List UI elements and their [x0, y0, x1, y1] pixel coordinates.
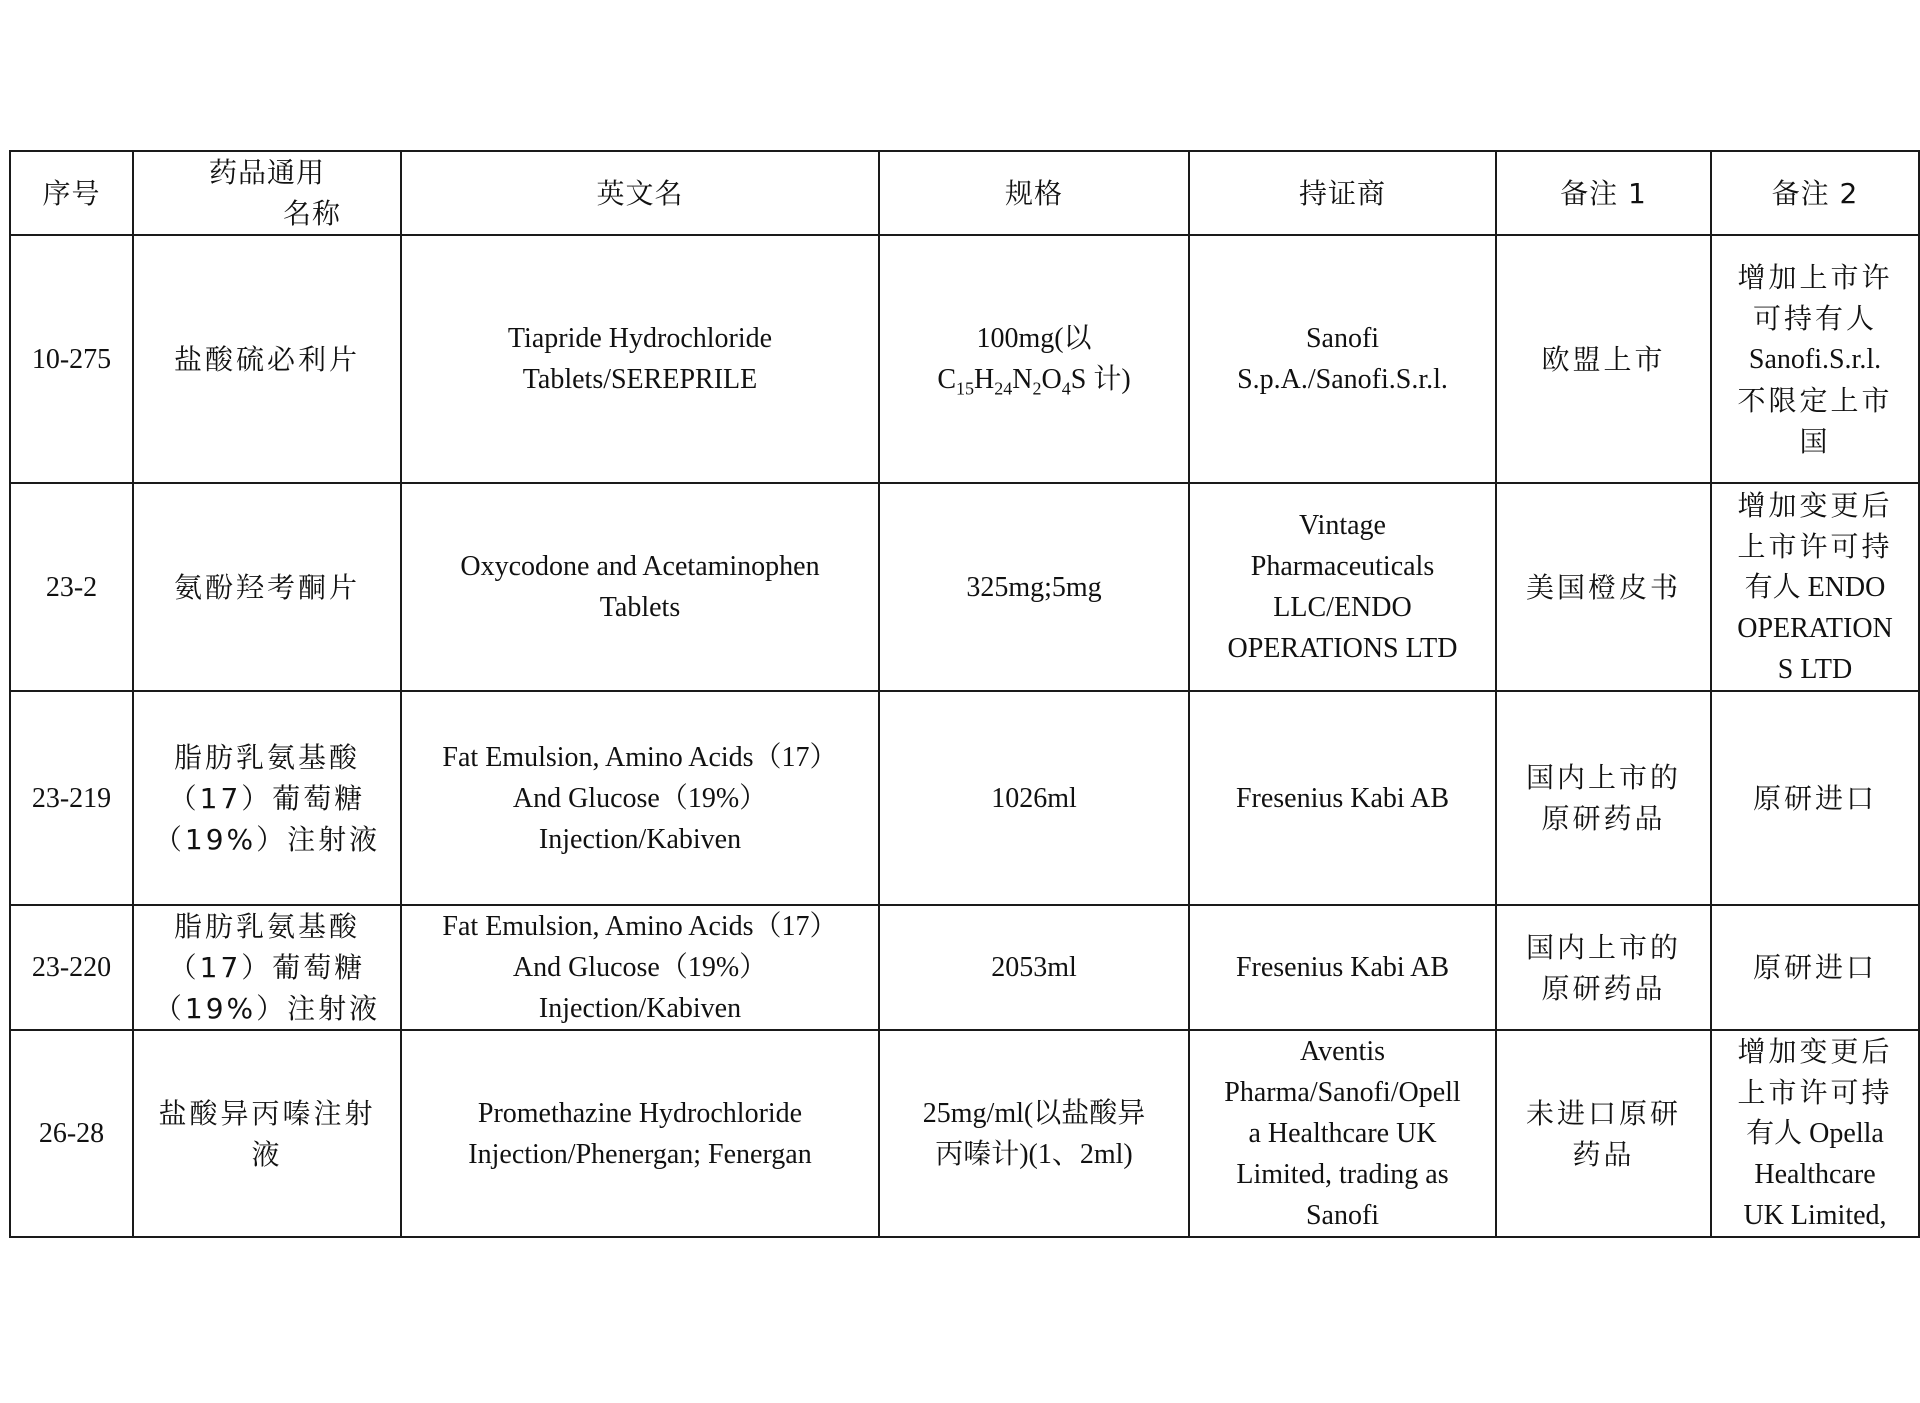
cell-spec [879, 235, 1189, 483]
formula-suffix: 计) [1086, 364, 1131, 395]
header-note1: 备注 1 [1496, 151, 1711, 235]
english-name-line: Tablets [599, 592, 681, 623]
english-name-line: And Glucose（19%） [512, 952, 768, 983]
formula-n-sub: 2 [1032, 378, 1042, 399]
note2-line: 增加变更后 [1737, 1035, 1893, 1068]
note1-line: 国内上市的 [1525, 930, 1681, 964]
formula-o: O [1041, 364, 1062, 395]
cell-spec: 325mg;5mg [879, 483, 1189, 691]
cell-english-name [401, 905, 879, 1030]
note2-line: 增加变更后 [1737, 488, 1893, 522]
cell-spec: 2053ml [879, 905, 1189, 1030]
english-name-line: Injection/Phenergan; Fenergan [468, 1138, 812, 1170]
generic-name-line: 液 [251, 1137, 283, 1171]
cell-spec [879, 1030, 1189, 1237]
cell-holder [1189, 1030, 1496, 1237]
cell-english-name [401, 691, 879, 905]
holder-line: OPERATIONS LTD [1227, 633, 1458, 664]
note2-line: 有人 ENDO [1744, 571, 1886, 603]
header-generic-name-line2: 名称 [282, 197, 341, 230]
cell-note1 [1496, 905, 1711, 1030]
note2-line: 上市许可持 [1737, 529, 1893, 563]
note1-line: 药品 [1572, 1137, 1635, 1171]
english-name-line: Tiapride Hydrochloride [507, 323, 773, 354]
holder-line: S.p.A./Sanofi.S.r.l. [1237, 364, 1448, 395]
cell-note2: 原研进口 [1711, 905, 1919, 1030]
cell-english-name [401, 1030, 879, 1237]
generic-name-line: （19%）注射液 [153, 992, 381, 1025]
spec-line: 丙嗪计)(1、2ml) [935, 1138, 1133, 1170]
cell-generic-name [133, 691, 401, 905]
cell-note1 [1496, 691, 1711, 905]
generic-name-line: 脂肪乳氨基酸 [173, 740, 360, 774]
cell-seq: 23-220 [10, 905, 133, 1030]
generic-name-line: （17）葡萄糖 [168, 781, 366, 815]
note1-line: 国内上市的 [1525, 761, 1681, 794]
english-name-line: Promethazine Hydrochloride [477, 1097, 803, 1129]
cell-holder [1189, 483, 1496, 691]
header-generic-name-line1: 药品通用 [208, 156, 325, 189]
generic-name-line: （19%）注射液 [153, 822, 381, 856]
cell-seq: 10-275 [10, 235, 133, 483]
generic-name-line: （17）葡萄糖 [168, 951, 366, 984]
table-row [10, 905, 1919, 1030]
cell-english-name [401, 235, 879, 483]
note2-line: 可持有人 [1752, 301, 1877, 335]
english-name-line: And Glucose（19%） [512, 782, 768, 814]
note2-line: 国 [1799, 424, 1831, 458]
spec-line: 25mg/ml(以盐酸异 [922, 1097, 1146, 1129]
spec-line: 100mg(以 [976, 323, 1092, 354]
cell-note2 [1711, 483, 1919, 691]
cell-generic-name: 氨酚羟考酮片 [133, 483, 401, 691]
holder-line: LLC/ENDO [1273, 592, 1412, 623]
cell-seq: 23-219 [10, 691, 133, 905]
cell-seq: 23-2 [10, 483, 133, 691]
note2-line: 增加上市许 [1737, 260, 1893, 294]
note2-line: Healthcare [1754, 1159, 1876, 1190]
cell-note2 [1711, 1030, 1919, 1237]
holder-line: Sanofi [1305, 1200, 1380, 1231]
drug-list-table [9, 150, 1920, 1238]
english-name-line: Tablets/SEREPRILE [522, 364, 758, 395]
header-holder: 持证商 [1189, 151, 1496, 235]
cell-holder [1189, 235, 1496, 483]
cell-note1: 美国橙皮书 [1496, 483, 1711, 691]
cell-english-name [401, 483, 879, 691]
holder-line: Limited, trading as [1236, 1159, 1449, 1190]
note2-line: UK Limited, [1743, 1200, 1887, 1231]
header-spec: 规格 [879, 151, 1189, 235]
note2-line: 不限定上市 [1737, 383, 1893, 417]
english-name-line: Injection/Kabiven [538, 823, 742, 855]
holder-line: Pharma/Sanofi/Opell [1224, 1077, 1461, 1108]
holder-line: Pharmaceuticals [1250, 551, 1435, 582]
holder-line: Sanofi [1305, 323, 1380, 354]
english-name-line: Injection/Kabiven [538, 993, 742, 1024]
spec-formula [886, 359, 1182, 400]
formula-h: H [974, 364, 995, 395]
header-note2: 备注 2 [1711, 151, 1919, 235]
cell-seq: 26-28 [10, 1030, 133, 1237]
cell-note1: 欧盟上市 [1496, 235, 1711, 483]
cell-holder: Fresenius Kabi AB [1189, 691, 1496, 905]
note1-line: 原研药品 [1541, 971, 1666, 1005]
cell-spec: 1026ml [879, 691, 1189, 905]
generic-name-line: 盐酸异丙嗪注射 [158, 1096, 376, 1130]
table-row [10, 235, 1919, 483]
header-generic-name [133, 151, 401, 235]
english-name-line: Fat Emulsion, Amino Acids（17） [442, 911, 838, 942]
note1-line: 原研药品 [1541, 802, 1666, 835]
cell-holder: Fresenius Kabi AB [1189, 905, 1496, 1030]
note1-line: 未进口原研 [1525, 1096, 1681, 1130]
note2-line: 上市许可持 [1737, 1076, 1893, 1109]
formula-c: C [937, 364, 957, 395]
cell-note2 [1711, 235, 1919, 483]
cell-note2: 原研进口 [1711, 691, 1919, 905]
header-seq: 序号 [10, 151, 133, 235]
english-name-line: Fat Emulsion, Amino Acids（17） [442, 741, 838, 773]
formula-n: N [1012, 364, 1033, 395]
holder-line: a Healthcare UK [1248, 1118, 1437, 1149]
holder-line: Vintage [1299, 510, 1386, 541]
table-row [10, 691, 1919, 905]
note2-line: OPERATION [1737, 612, 1893, 644]
table-header-row [10, 151, 1919, 235]
cell-generic-name [133, 1030, 401, 1237]
note2-line: S LTD [1777, 653, 1853, 685]
english-name-line: Oxycodone and Acetaminophen [460, 551, 820, 582]
header-english-name: 英文名 [401, 151, 879, 235]
cell-generic-name [133, 905, 401, 1030]
table-row [10, 1030, 1919, 1237]
note2-line: 有人 Opella [1746, 1118, 1884, 1149]
generic-name-line: 脂肪乳氨基酸 [173, 910, 360, 943]
holder-line: Aventis [1299, 1036, 1386, 1067]
table-row [10, 483, 1919, 691]
note2-line: Sanofi.S.r.l. [1748, 343, 1882, 375]
formula-s: S [1070, 364, 1087, 395]
formula-c-sub: 15 [956, 378, 975, 399]
formula-o-sub: 4 [1061, 378, 1071, 399]
cell-generic-name: 盐酸硫必利片 [133, 235, 401, 483]
cell-note1 [1496, 1030, 1711, 1237]
formula-h-sub: 24 [994, 378, 1013, 399]
